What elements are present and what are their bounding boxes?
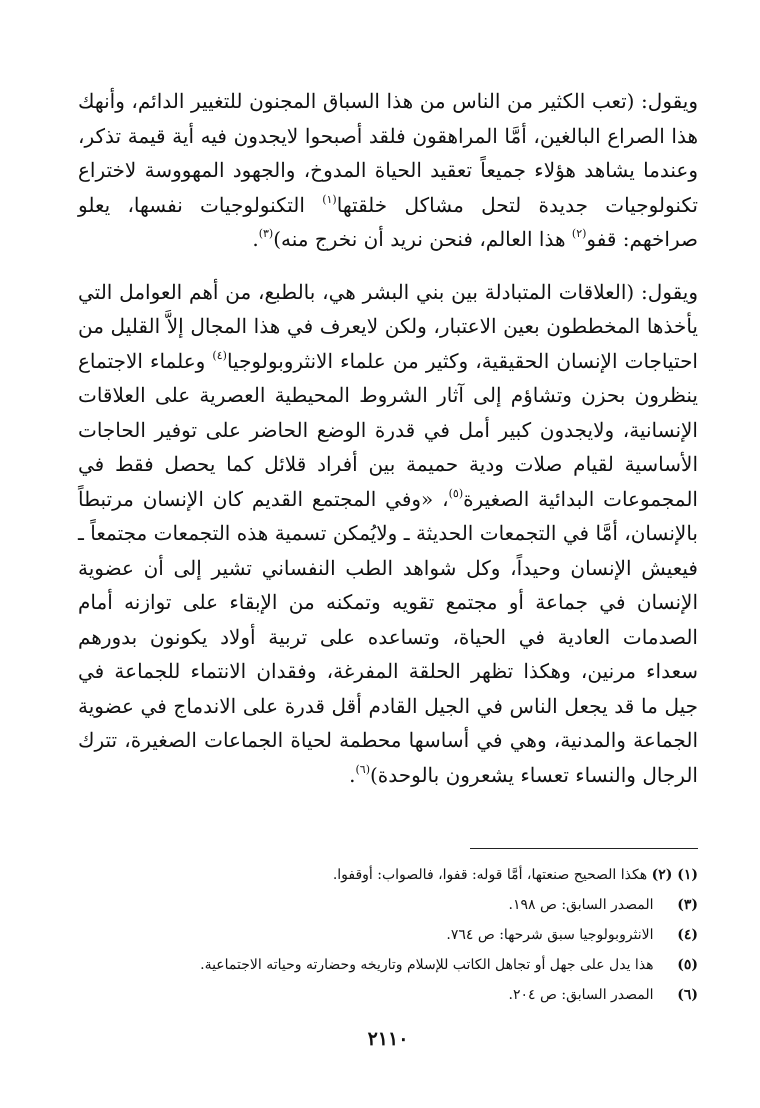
footnote-number: (٣) <box>677 897 698 913</box>
footnote-number: (٤) <box>677 927 698 943</box>
footnote-divider <box>470 848 698 849</box>
footnote-ref-1[interactable]: (١) <box>322 192 337 206</box>
paragraph-2-text-c: ، «وفي المجتمع القديم كان الإنسان مرتبطاً بالإنسان، أمَّا في التجمعات الحديثة ـ ولايُمكن تسمية هذه التجمعات مجتمعاً ـ فيعيش الإنسان وحيداً، وكل شواهد الطب النفساني تشير إلى أن عضوية الإنسان في جماعة أو مجتمع تقويه وتمكنه من الإبقاء على توازنه أمام الصدمات العادية في الحياة، وتساعده على تربية أولاد يكونون بدورهم سعداء مرنين، وهكذا تظهر الحلقة المفرغة، وفقدان الانتماء للجماعة في جيل ما قد يجعل الناس في الجيل القادم أقل قدرة على الاندماج في عضوية الجماعة والمدنية، وهي في أساسها محطمة لحياة الجماعات الصغيرة، تترك الرجال والنساء تعساء يشعرون بالوحدة) <box>78 486 698 787</box>
footnote-text: الانثروبولوجيا سبق شرحها: ص ٧٦٤. <box>446 927 654 943</box>
paragraph-2-text-a: ويقول: (العلاقات المتبادلة بين بني البشر هي، بالطبع، من أهم العوامل التي يأخذها المخططون بعين الاعتبار، ولكن لايعرف في هذا المجال إلاَّ القليل من احتياجات الإنسان الحقيقية، وكثير من علماء الانثروبولوجيا <box>78 279 698 373</box>
paragraph-1-text-c: هذا العالم، فنحن نريد أن نخرج منه) <box>273 227 572 251</box>
footnote-ref-3[interactable]: (٣) <box>258 227 274 240</box>
footnote-item <box>78 950 698 980</box>
footnote-number: (٦) <box>677 987 698 1003</box>
footnote-item <box>78 920 698 950</box>
footnote-text: المصدر السابق: ص ٢٠٤. <box>508 987 654 1003</box>
footnote-item <box>78 890 698 920</box>
paragraph-2 <box>78 275 698 793</box>
book-page <box>78 84 698 1050</box>
paragraph-1 <box>78 84 698 257</box>
paragraph-2-end: . <box>349 762 356 787</box>
footnote-ref-4[interactable]: (٤) <box>212 348 227 362</box>
paragraph-1-end: . <box>252 227 259 251</box>
footnote-number: (٥) <box>677 957 698 973</box>
footnote-number: (١) (٢) <box>651 867 698 883</box>
page-number: ٢١١٠ <box>367 1028 409 1050</box>
footnote-ref-5[interactable]: (٥) <box>448 486 464 500</box>
paragraph-1-text-b: التكنولوجيات نفسها، يعلو صراخهم: قفو <box>78 192 698 251</box>
footnote-text: هكذا الصحيح صنعتها، أمَّا قوله: قفوا، فالصواب: أوقفوا. <box>332 867 648 883</box>
footnotes-section <box>78 860 698 1010</box>
footnote-ref-6[interactable]: (٦) <box>355 762 370 776</box>
paragraph-1-text-a: ويقول: (تعب الكثير من الناس من هذا السباق المجنون للتغيير الدائم، وأنهك هذا الصراع البالغين، أمَّا المراهقون فلقد أصبحوا لايجدون فيه أية قيمة تذكر، وعندما يشاهد هؤلاء جميعاً تعقيد الحياة المدوخ، والجهود المهووسة لاختراع تكنولوجيات جديدة لتحل مشاكل خلقتها <box>78 89 698 217</box>
footnote-text: المصدر السابق: ص ١٩٨. <box>508 897 654 913</box>
footnote-ref-2[interactable]: (٢) <box>571 227 587 240</box>
footnote-text: هذا يدل على جهل أو تجاهل الكاتب للإسلام وتاريخه وحضارته وحياته الاجتماعية. <box>200 957 654 973</box>
footnote-item <box>78 860 698 890</box>
footnote-item <box>78 980 698 1010</box>
paragraph-2-text-b: وعلماء الاجتماع ينظرون بحزن وتشاؤم إلى آثار الشروط المحيطية العصرية على العلاقات الإنسانية، ولايجدون كبير أمل في قدرة الوضع الحاضر على توفير الحاجات الأساسية لقيام صلات ودية حميمة بين أفراد قلائل كما يحصل فقط في المجموعات البدائية الصغيرة <box>78 348 698 511</box>
